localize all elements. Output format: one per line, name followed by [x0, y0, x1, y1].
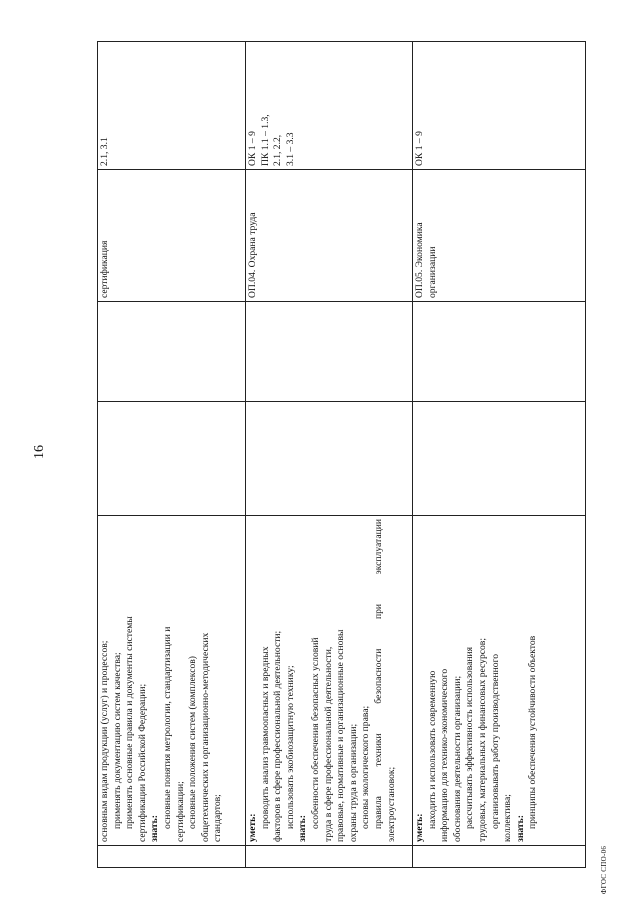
curriculum-table [97, 41, 586, 868]
requirement-line: использовать экобиозащитную технику; [284, 665, 296, 829]
index-cell [98, 846, 246, 868]
requirement-line: охраны труда в организации; [347, 723, 359, 842]
requirement-line: правовые, нормативные и организационные основы [335, 629, 347, 842]
table-row [413, 42, 586, 868]
requirement-line: рассчитывать эффективность использования [464, 646, 476, 829]
curriculum-table-frame [97, 42, 585, 868]
table-row [246, 42, 413, 868]
requirement-line: основные понятия метрологии, стандартизации и [161, 626, 173, 829]
requirement-line: сертификации; [174, 781, 186, 842]
requirements-cell [98, 516, 246, 846]
mandatory-hours-cell [413, 302, 586, 402]
requirement-heading: знать: [297, 815, 309, 842]
rotated-content [97, 42, 585, 868]
requirement-heading: уметь: [247, 813, 258, 842]
requirement-line: особенности обеспечения безопасных условий [309, 637, 321, 829]
requirement-heading: знать: [149, 815, 161, 842]
requirement-line: проводить анализ травмоопасных и вредных [259, 646, 271, 829]
mandatory-hours-cell [98, 302, 246, 402]
page-number: 16 [32, 445, 47, 459]
requirement-line: правила техники безопасности при эксплуатации [372, 519, 384, 829]
max-hours-cell [98, 402, 246, 516]
competency-code: ПК 1.1 – 1.3, [259, 114, 271, 166]
requirement-line: основы экологического права; [360, 705, 372, 829]
competency-code: ОК 1 – 9 [247, 131, 258, 166]
competencies-cell [246, 42, 413, 170]
requirements-cell [413, 516, 586, 846]
requirement-line: основные положения систем (комплексов) [187, 656, 199, 829]
requirement-line: организовывать работу производственного [489, 653, 501, 829]
index-cell [413, 846, 586, 868]
index-cell [246, 846, 413, 868]
requirement-line: основным видам продукции (услуг) и процессов; [99, 640, 110, 842]
competency-code: 3.1 – 3.3 [284, 132, 296, 166]
competencies-cell [413, 42, 586, 170]
mandatory-hours-cell [246, 302, 413, 402]
requirement-heading: знать: [514, 815, 526, 842]
requirement-line: стандартов; [212, 794, 224, 842]
discipline-cell: ОП.04. Охрана труда [246, 170, 413, 302]
competency-code: 2.1, 3.1 [99, 137, 110, 166]
requirement-line: находить и использовать современную [426, 670, 438, 829]
requirement-line: трудовых, материальных и финансовых ресурсов; [476, 637, 488, 842]
discipline-cell: сертификация [98, 170, 246, 302]
requirement-line: применять основные правила и документы системы [124, 616, 136, 829]
requirement-line: применять документацию систем качества; [111, 652, 123, 829]
competency-code: 2.1, 2.2, [272, 134, 284, 166]
footer-code: ФГОС СПО-06 [600, 845, 608, 895]
requirement-line: сертификации Российской Федерации; [136, 683, 148, 842]
requirements-cell [246, 516, 413, 846]
requirement-line: общетехнических и организационно-методических [199, 632, 211, 842]
requirement-line: информацию для технико-экономического [439, 668, 451, 842]
competency-code: ОК 1 – 9 [414, 131, 425, 166]
max-hours-cell [413, 402, 586, 516]
requirement-line: труда в сфере профессиональной деятельности, [322, 646, 334, 842]
requirement-line: коллектива; [502, 794, 514, 842]
requirement-line: факторов в сфере профессиональной деятельности; [272, 630, 284, 842]
max-hours-cell [246, 402, 413, 516]
requirement-line: принципы обеспечения устойчивости объектов [527, 635, 539, 829]
requirement-line: электроустановок; [385, 766, 397, 842]
discipline-cell: ОП.05. Экономика организации [413, 170, 586, 302]
competencies-cell [98, 42, 246, 170]
requirement-line: обоснования деятельности организации; [451, 675, 463, 842]
requirement-heading: уметь: [414, 813, 425, 842]
table-row [98, 42, 246, 868]
